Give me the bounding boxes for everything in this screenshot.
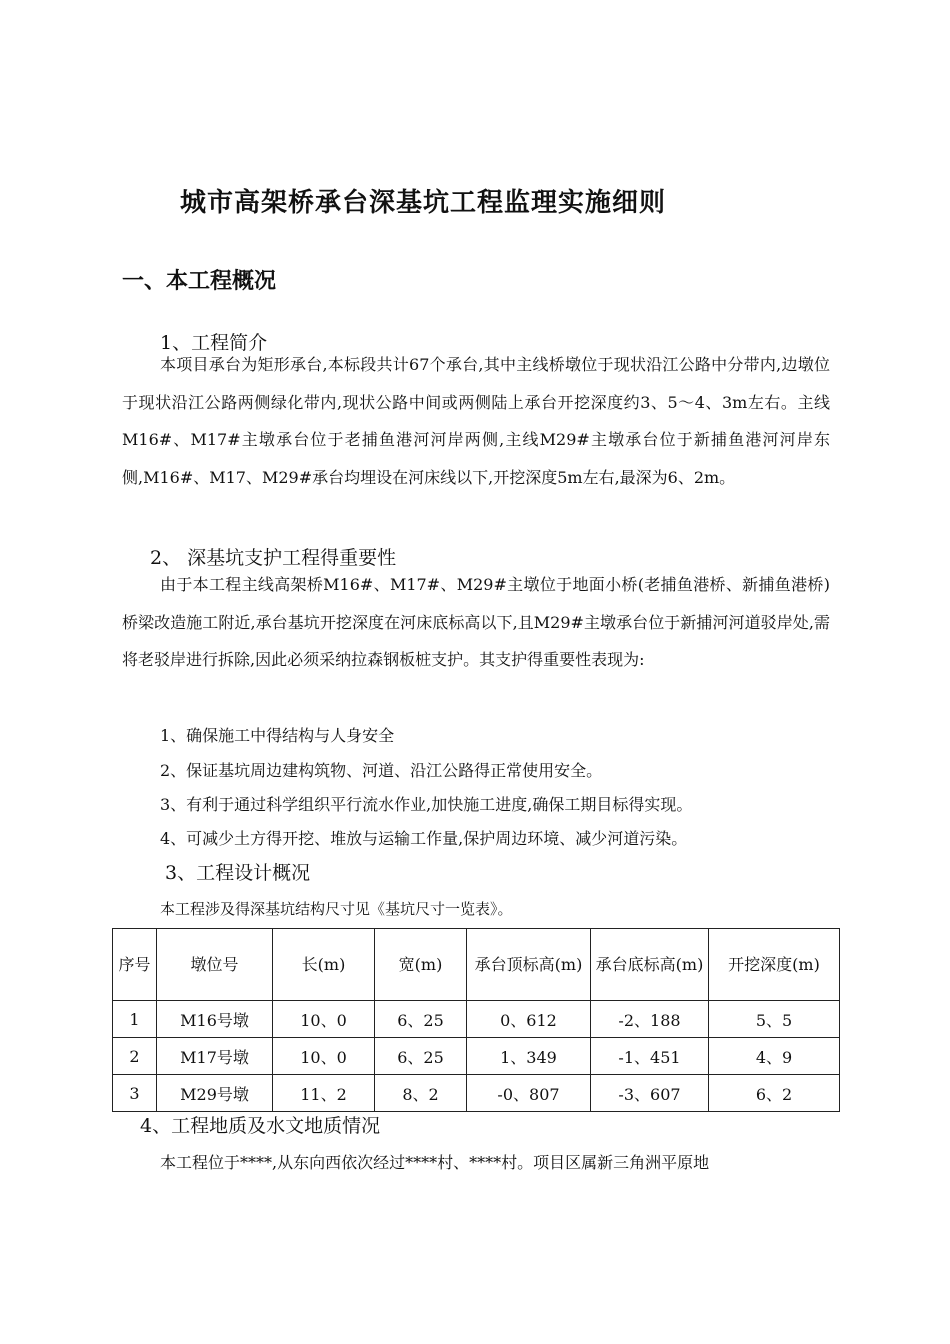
section-heading-overview: 一、本工程概况	[122, 269, 277, 294]
table-header-cell: 承台底标高(m)	[591, 929, 709, 1001]
paragraph-geology: 本工程位于****,从东向西依次经过****村、****村。项目区属新三角洲平原地	[160, 1153, 710, 1172]
table-cell: -3、607	[591, 1075, 709, 1112]
paragraph-intro: 本项目承台为矩形承台,本标段共计67个承台,其中主线桥墩位于现状沿江公路中分带内,边墩位于现状沿江公路两侧绿化带内,现状公路中间或两侧陆上承台开挖深度约3、5～4、3m左右。主线M16#、M17#主墩承台位于老捕鱼港河河岸两侧,主线M29#主墩承台位于新捕鱼港河河岸东侧,M16#、M17、M29#承台均埋设在河床线以下,开挖深度5m左右,最深为6、2m。	[122, 355, 830, 487]
table-cell: -1、451	[591, 1038, 709, 1075]
subsection-heading-geology: 4、工程地质及水文地质情况	[140, 1115, 381, 1137]
table-cell: 6、25	[375, 1001, 467, 1038]
table-row	[113, 1038, 840, 1075]
table-cell: M17号墩	[157, 1038, 273, 1075]
subsection-heading-importance: 2、 深基坑支护工程得重要性	[150, 547, 397, 569]
table-cell: 2	[113, 1038, 157, 1075]
table-cell: 10、0	[273, 1001, 375, 1038]
list-item: 1、确保施工中得结构与人身安全	[160, 726, 395, 745]
table-row	[113, 1001, 840, 1038]
table-cell: 11、2	[273, 1075, 375, 1112]
table-header-cell: 开挖深度(m)	[709, 929, 840, 1001]
table-header-cell: 序号	[113, 929, 157, 1001]
table-row	[113, 1075, 840, 1112]
paragraph-importance: 由于本工程主线高架桥M16#、M17#、M29#主墩位于地面小桥(老捕鱼港桥、新捕鱼港桥)桥梁改造施工附近,承台基坑开挖深度在河床底标高以下,且M29#主墩承台位于新捕河河道驳岸处,需将老驳岸进行拆除,因此必须采纳拉森钢板桩支护。其支护得重要性表现为:	[122, 575, 830, 669]
pit-dimension-table	[112, 928, 840, 1112]
table-cell: M29号墩	[157, 1075, 273, 1112]
list-item: 3、有利于通过科学组织平行流水作业,加快施工进度,确保工期目标得实现。	[160, 795, 693, 814]
list-item: 2、保证基坑周边建构筑物、河道、沿江公路得正常使用安全。	[160, 761, 603, 780]
table-cell: 10、0	[273, 1038, 375, 1075]
table-cell: -2、188	[591, 1001, 709, 1038]
table-header-cell: 承台顶标高(m)	[467, 929, 591, 1001]
table-header-row	[113, 929, 840, 1001]
subsection-heading-design: 3、工程设计概况	[165, 862, 311, 884]
subsection-heading-intro: 1、工程简介	[160, 332, 268, 354]
list-item: 4、可减少土方得开挖、堆放与运输工作量,保护周边环境、减少河道污染。	[160, 829, 688, 848]
table-cell: 8、2	[375, 1075, 467, 1112]
table-header-cell: 墩位号	[157, 929, 273, 1001]
document-title: 城市高架桥承台深基坑工程监理实施细则	[180, 188, 667, 218]
table-cell: 1	[113, 1001, 157, 1038]
table-header-cell: 长(m)	[273, 929, 375, 1001]
table-cell: 6、25	[375, 1038, 467, 1075]
table-cell: 6、2	[709, 1075, 840, 1112]
table-cell: 0、612	[467, 1001, 591, 1038]
table-cell: 5、5	[709, 1001, 840, 1038]
table-cell: 4、9	[709, 1038, 840, 1075]
table-caption-note: 本工程涉及得深基坑结构尺寸见《基坑尺寸一览表》。	[160, 900, 513, 918]
table-cell: M16号墩	[157, 1001, 273, 1038]
table-cell: 3	[113, 1075, 157, 1112]
table-header-cell: 宽(m)	[375, 929, 467, 1001]
table-cell: 1、349	[467, 1038, 591, 1075]
table-cell: -0、807	[467, 1075, 591, 1112]
